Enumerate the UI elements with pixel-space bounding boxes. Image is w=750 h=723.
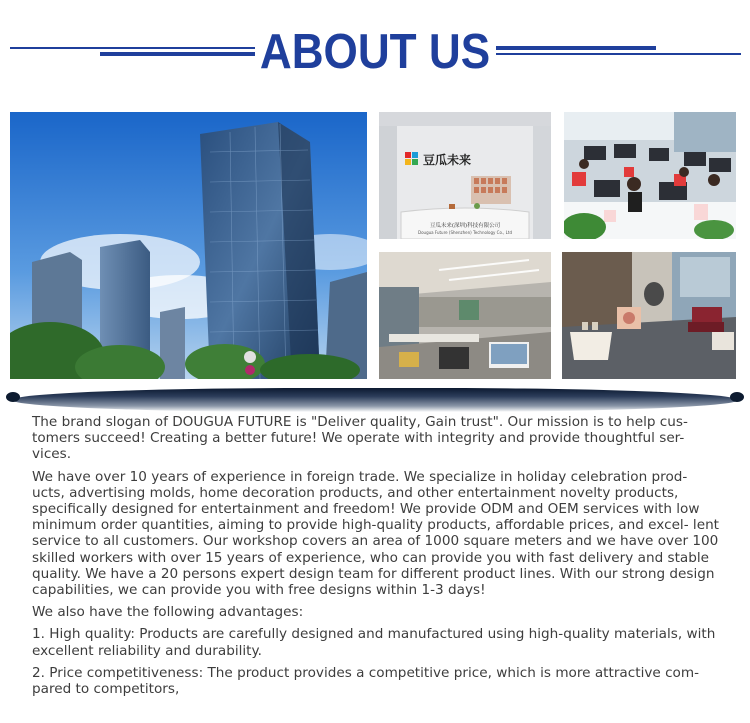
experience-paragraph: We have over 10 years of experience in foreign trade. We specialize in holiday celebration prod- ucts, advertising molds, home decoration products, and other entertainment novelty products, specifically designed for entertainment and freedom! We provide ODM and OEM services with low minimum order quantities, aiming to provide high-quality products, affordable prices, and excel- lent service to all customers. Our workshop covers an area of 1000 square meters and we have over 100 skilled workers with over 15 years of experience, who can provide you with fast delivery and stable quality. We have a 20 persons expert design team for different product lines. With our strong design capabilities, we can provide you with free designs within 1-3 days!	[32, 468, 720, 599]
office-interior-photo	[379, 252, 551, 379]
photo-shadow-divider	[12, 388, 738, 412]
advantages-intro: We also have the following advantages:	[32, 604, 304, 621]
lounge-photo	[562, 252, 736, 379]
page-header	[0, 0, 750, 100]
office-building-photo	[10, 112, 367, 379]
header-rule-right-thin	[496, 53, 741, 55]
reception-desk-text: 豆瓜未来(深圳)科技有限公司	[429, 223, 501, 229]
about-body	[32, 414, 722, 703]
reception-logo-text: 豆瓜未来	[423, 153, 472, 167]
reception-photo	[379, 112, 551, 239]
office-team-photo	[564, 112, 736, 239]
brand-slogan-paragraph: The brand slogan of DOUGUA FUTURE is "Deliver quality, Gain trust". Our mission is to help cus- tomers succeed! Creating a better future! We operate with integrity and provide thoughtful ser- vices.	[32, 414, 688, 463]
reception-desk-subtext: Dougua Future (Shenzhen) Technology Co., Ltd	[418, 230, 512, 235]
advantage-price: 2. Price competitiveness: The product provides a competitive price, which is more attractive com- pared to competitors,	[32, 664, 700, 698]
header-rule-right-thick	[496, 46, 656, 50]
advantage-high-quality: 1. High quality: Products are carefully designed and manufactured using high-quality materials, with excellent reliability and durability.	[32, 626, 716, 659]
page-title: ABOUT US	[259, 25, 491, 79]
